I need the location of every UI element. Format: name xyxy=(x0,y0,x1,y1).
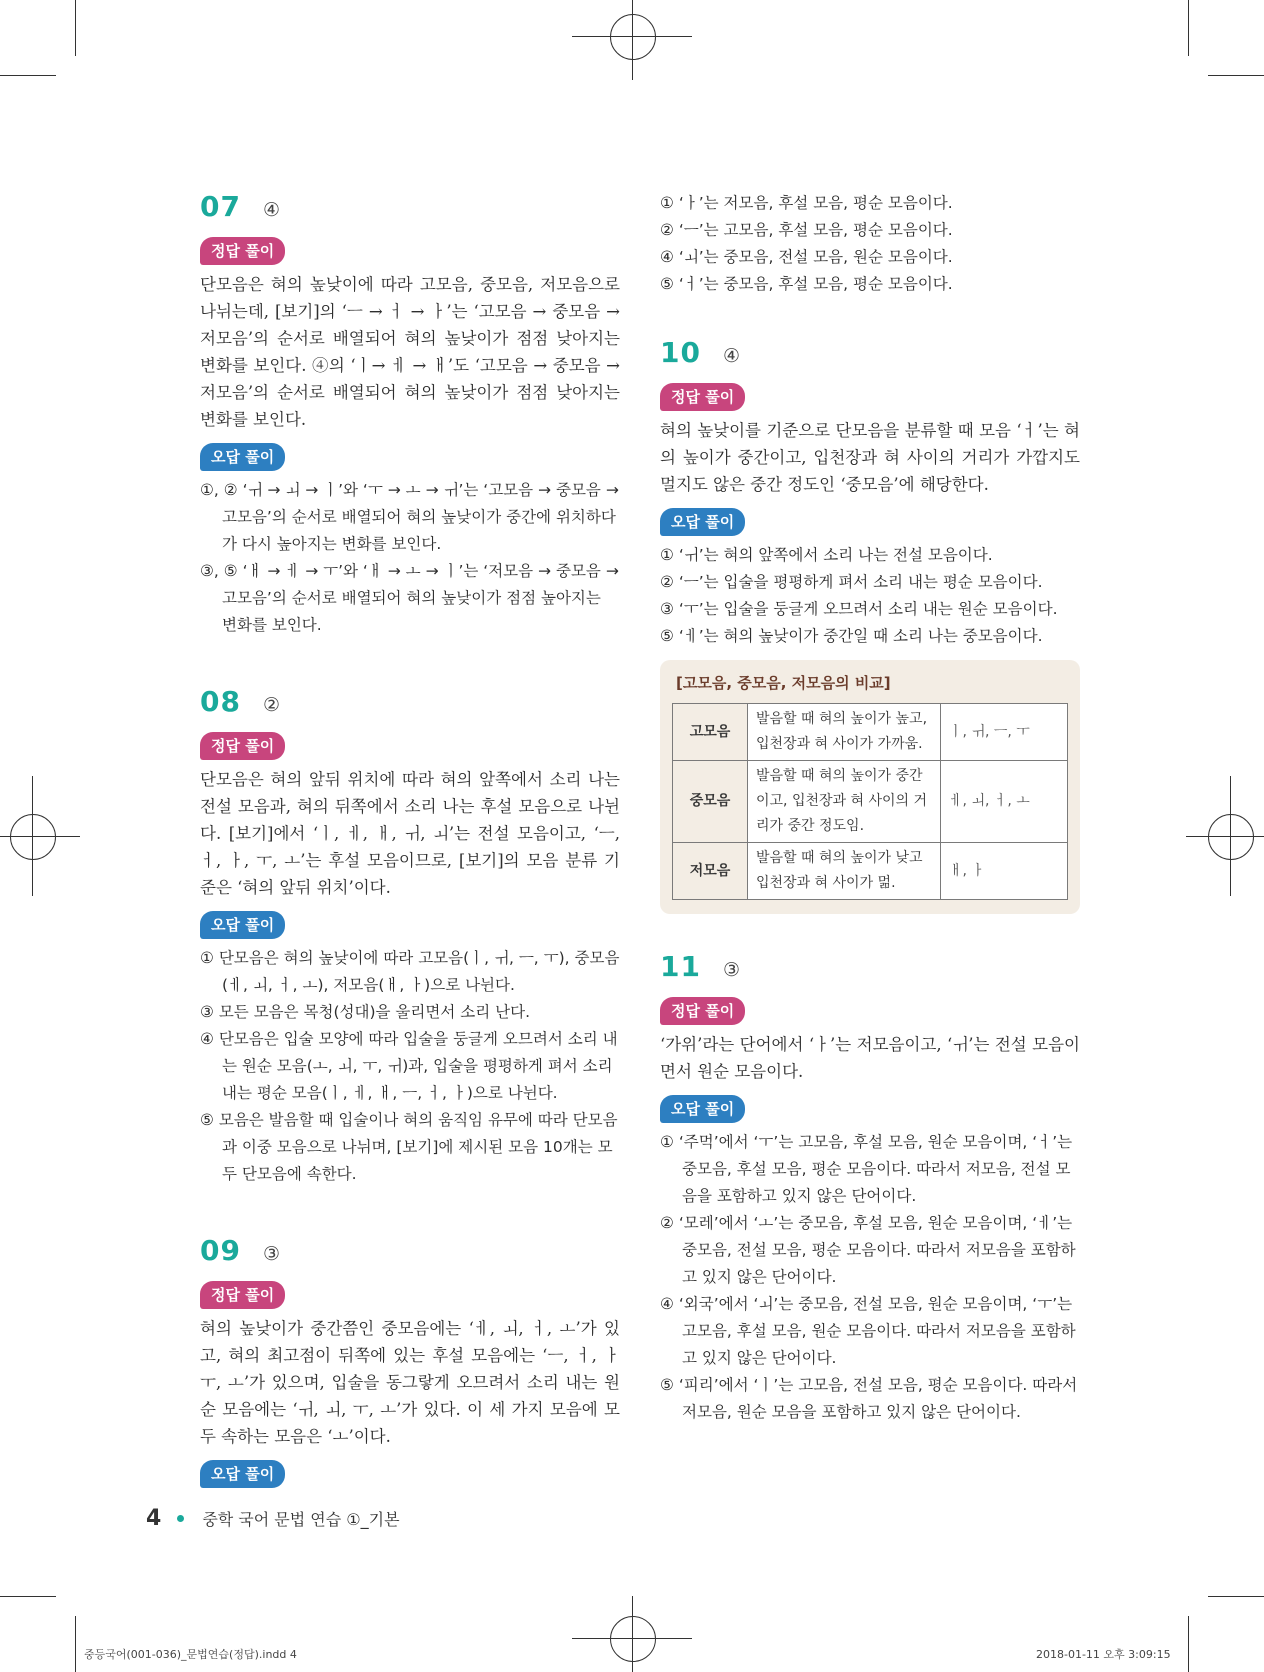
vowel-comparison-table xyxy=(672,703,1068,900)
vowel-comparison-box xyxy=(660,660,1080,914)
table-row xyxy=(673,843,1068,900)
wrong-explanation-list xyxy=(660,542,1080,650)
crop-mark xyxy=(1188,1616,1189,1672)
correct-explanation-badge: 정답 풀이 xyxy=(660,997,745,1025)
wrong-explanation-badge: 오답 풀이 xyxy=(200,1460,285,1488)
registration-line xyxy=(632,0,633,80)
wrong-explanation-badge: 오답 풀이 xyxy=(660,508,745,536)
right-column xyxy=(660,190,1080,1436)
wrong-explanation-list xyxy=(200,945,620,1188)
crop-mark xyxy=(0,75,56,76)
wrong-explanation-badge: 오답 풀이 xyxy=(200,443,285,471)
left-column xyxy=(200,190,620,1494)
table-cell: 고모음 xyxy=(673,704,748,761)
explanation-text: ‘가위’라는 단어에서 ‘ㅏ’는 저모음이고, ‘ㅟ’는 전설 모음이면서 원순 모음이다. xyxy=(660,1035,1080,1081)
question-10 xyxy=(660,336,1080,914)
list-item: ① ‘ㅏ’는 저모음, 후설 모음, 평순 모음이다. xyxy=(660,194,953,212)
wrong-explanation-badge: 오답 풀이 xyxy=(200,911,285,939)
list-item: ⑤ ‘ㅔ’는 혀의 높낮이가 중간일 때 소리 나는 중모음이다. xyxy=(660,627,1043,645)
table-cell: 중모음 xyxy=(673,761,748,843)
question-09 xyxy=(200,1234,620,1494)
list-item: ④ 단모음은 입술 모양에 따라 입술을 둥글게 오므려서 소리 내는 원순 모음(ㅗ, ㅚ, ㅜ, ㅟ)과, 입술을 평평하게 펴서 소리 내는 평순 모음(ㅣ, ㅔ, ㅐ, ㅡ, ㅓ, ㅏ)으로 나뉜다. xyxy=(200,1030,618,1102)
explanation-text: 단모음은 혀의 높낮이에 따라 고모음, 중모음, 저모음으로 나뉘는데, [보기]의 ‘ㅡ → ㅓ → ㅏ’는 ‘고모음 → 중모음 → 저모음’의 순서로 배열되어 혀의 높낮이가 점점 낮아지는 변화를 보인다. ④의 ‘ㅣ→ ㅔ → ㅐ’도 ‘고모음 → 중모음 → 저모음’의 순서로 배열되어 혀의 높낮이가 점점 낮아지는 변화를 보인다. xyxy=(200,275,620,429)
question-08 xyxy=(200,685,620,1188)
list-item: ①, ② ‘ㅟ → ㅚ → ㅣ’와 ‘ㅜ → ㅗ → ㅟ’는 ‘고모음 → 중모음 → 고모음’의 순서로 배열되어 혀의 높낮이가 중간에 위치하다가 다시 높아지는 변화를 보인다. xyxy=(200,481,619,553)
list-item: ① 단모음은 혀의 높낮이에 따라 고모음(ㅣ, ㅟ, ㅡ, ㅜ), 중모음(ㅔ, ㅚ, ㅓ, ㅗ), 저모음(ㅐ, ㅏ)으로 나뉜다. xyxy=(200,949,620,994)
registration-line xyxy=(572,36,692,37)
list-item: ① ‘주먹’에서 ‘ㅜ’는 고모음, 후설 모음, 원순 모음이며, ‘ㅓ’는 중모음, 후설 모음, 평순 모음이다. 따라서 저모음, 전설 모음을 포함하고 있지 않은 단어이다. xyxy=(660,1133,1073,1205)
registration-line xyxy=(1186,836,1264,837)
answer-mark: ④ xyxy=(722,345,741,367)
table-cell: ㅐ, ㅏ xyxy=(941,843,1068,900)
registration-line xyxy=(572,1638,692,1639)
question-number: 11 xyxy=(660,950,701,983)
table-cell: ㅣ, ㅟ, ㅡ, ㅜ xyxy=(941,704,1068,761)
registration-line xyxy=(0,836,80,837)
list-item: ② ‘ㅡ’는 고모음, 후설 모음, 평순 모음이다. xyxy=(660,221,953,239)
explanation-text: 단모음은 혀의 앞뒤 위치에 따라 혀의 앞쪽에서 소리 나는 전설 모음과, 혀의 뒤쪽에서 소리 나는 후설 모음으로 나뉜다. [보기]에서 ‘ㅣ, ㅔ, ㅐ, ㅟ, ㅚ’는 전설 모음이고, ‘ㅡ, ㅓ, ㅏ, ㅜ, ㅗ’는 후설 모음이므로, [보기]의 모음 분류 기준은 ‘혀의 앞뒤 위치’이다. xyxy=(200,770,620,897)
registration-line xyxy=(32,776,33,896)
wrong-explanation-badge: 오답 풀이 xyxy=(660,1095,745,1123)
list-item: ④ ‘ㅚ’는 중모음, 전설 모음, 원순 모음이다. xyxy=(660,248,953,266)
question-number: 08 xyxy=(200,685,241,718)
slug-timestamp: 2018-01-11 오후 3:09:15 xyxy=(1036,1648,1171,1661)
correct-explanation-badge: 정답 풀이 xyxy=(660,383,745,411)
list-item: ② ‘모레’에서 ‘ㅗ’는 중모음, 후설 모음, 원순 모음이며, ‘ㅔ’는 중모음, 전설 모음, 평순 모음이다. 따라서 저모음을 포함하고 있지 않은 단어이다. xyxy=(660,1214,1076,1286)
book-title: 중학 국어 문법 연습 ①_기본 xyxy=(202,1510,400,1529)
answer-mark: ③ xyxy=(722,959,741,981)
list-item: ③ 모든 모음은 목청(성대)을 울리면서 소리 난다. xyxy=(200,1003,530,1021)
wrong-explanation-list xyxy=(200,477,620,639)
table-cell: ㅔ, ㅚ, ㅓ, ㅗ xyxy=(941,761,1068,843)
explanation-text: 혀의 높낮이가 중간쯤인 중모음에는 ‘ㅔ, ㅚ, ㅓ, ㅗ’가 있고, 혀의 최고점이 뒤쪽에 있는 후설 모음에는 ‘ㅡ, ㅓ, ㅏ ㅜ, ㅗ’가 있으며, 입술을 동그랗게 오므려서 소리 내는 원순 모음에는 ‘ㅟ, ㅚ, ㅜ, ㅗ’가 있다. 이 세 가지 모음에 모두 속하는 모음은 ‘ㅗ’이다. xyxy=(200,1319,620,1446)
question-07 xyxy=(200,190,620,639)
question-11 xyxy=(660,950,1080,1426)
table-cell: 발음할 때 혀의 높이가 낮고 입천장과 혀 사이가 멂. xyxy=(748,843,941,900)
comparison-title: [고모음, 중모음, 저모음의 비교] xyxy=(676,674,891,692)
table-cell: 저모음 xyxy=(673,843,748,900)
list-item: ⑤ ‘ㅓ’는 중모음, 후설 모음, 평순 모음이다. xyxy=(660,275,953,293)
table-cell: 발음할 때 혀의 높이가 중간이고, 입천장과 혀 사이의 거리가 중간 정도임. xyxy=(748,761,941,843)
question-number: 07 xyxy=(200,190,241,223)
crop-mark xyxy=(75,0,76,56)
question-number: 10 xyxy=(660,336,701,369)
crop-mark xyxy=(1188,0,1189,56)
question-number: 09 xyxy=(200,1234,241,1267)
answer-mark: ② xyxy=(262,694,281,716)
answer-mark: ④ xyxy=(262,199,281,221)
table-row xyxy=(673,704,1068,761)
crop-mark xyxy=(1208,1596,1264,1597)
list-item: ③, ⑤ ‘ㅐ → ㅔ → ㅜ’와 ‘ㅐ → ㅗ → ㅣ’는 ‘저모음 → 중모음 → 고모음’의 순서로 배열되어 혀의 높낮이가 점점 높아지는 변화를 보인다. xyxy=(200,562,619,634)
crop-mark xyxy=(1208,75,1264,76)
correct-explanation-badge: 정답 풀이 xyxy=(200,1281,285,1309)
slug-file-info: 중등국어(001-036)_문법연습(정답).indd 4 xyxy=(84,1648,297,1661)
page-number: 4 xyxy=(146,1506,162,1531)
correct-explanation-badge: 정답 풀이 xyxy=(200,237,285,265)
list-item: ② ‘ㅡ’는 입술을 평평하게 펴서 소리 내는 평순 모음이다. xyxy=(660,573,1043,591)
wrong-explanation-list xyxy=(660,1129,1080,1426)
list-item: ⑤ 모음은 발음할 때 입술이나 혀의 움직임 유무에 따라 단모음과 이중 모음으로 나뉘며, [보기]에 제시된 모음 10개는 모두 단모음에 속한다. xyxy=(200,1111,618,1183)
answer-mark: ③ xyxy=(262,1243,281,1265)
list-item: ④ ‘외국’에서 ‘ㅚ’는 중모음, 전설 모음, 원순 모음이며, ‘ㅜ’는 고모음, 후설 모음, 원순 모음이다. 따라서 저모음을 포함하고 있지 않은 단어이다. xyxy=(660,1295,1076,1367)
q09-wrong-explanation-list xyxy=(660,190,1080,298)
page-footer xyxy=(146,1506,400,1531)
list-item: ⑤ ‘피리’에서 ‘ㅣ’는 고모음, 전설 모음, 평순 모음이다. 따라서 저모음, 원순 모음을 포함하고 있지 않은 단어이다. xyxy=(660,1376,1078,1421)
bullet-dot-icon xyxy=(177,1515,184,1522)
table-row xyxy=(673,761,1068,843)
explanation-text: 혀의 높낮이를 기준으로 단모음을 분류할 때 모음 ‘ㅓ’는 혀의 높이가 중간이고, 입천장과 혀 사이의 거리가 가깝지도 멀지도 않은 중간 정도인 ‘중모음’에 해당한다. xyxy=(660,421,1080,494)
crop-mark xyxy=(75,1616,76,1672)
registration-line xyxy=(1230,776,1231,896)
list-item: ③ ‘ㅜ’는 입술을 둥글게 오므려서 소리 내는 원순 모음이다. xyxy=(660,600,1058,618)
correct-explanation-badge: 정답 풀이 xyxy=(200,732,285,760)
registration-mark-right xyxy=(1208,814,1254,860)
list-item: ① ‘ㅟ’는 혀의 앞쪽에서 소리 나는 전설 모음이다. xyxy=(660,546,993,564)
registration-mark-left xyxy=(10,814,56,860)
registration-mark-bottom xyxy=(610,1616,656,1662)
registration-line xyxy=(632,1596,633,1672)
crop-mark xyxy=(0,1596,56,1597)
table-cell: 발음할 때 혀의 높이가 높고, 입천장과 혀 사이가 가까움. xyxy=(748,704,941,761)
registration-mark-top xyxy=(610,14,656,60)
